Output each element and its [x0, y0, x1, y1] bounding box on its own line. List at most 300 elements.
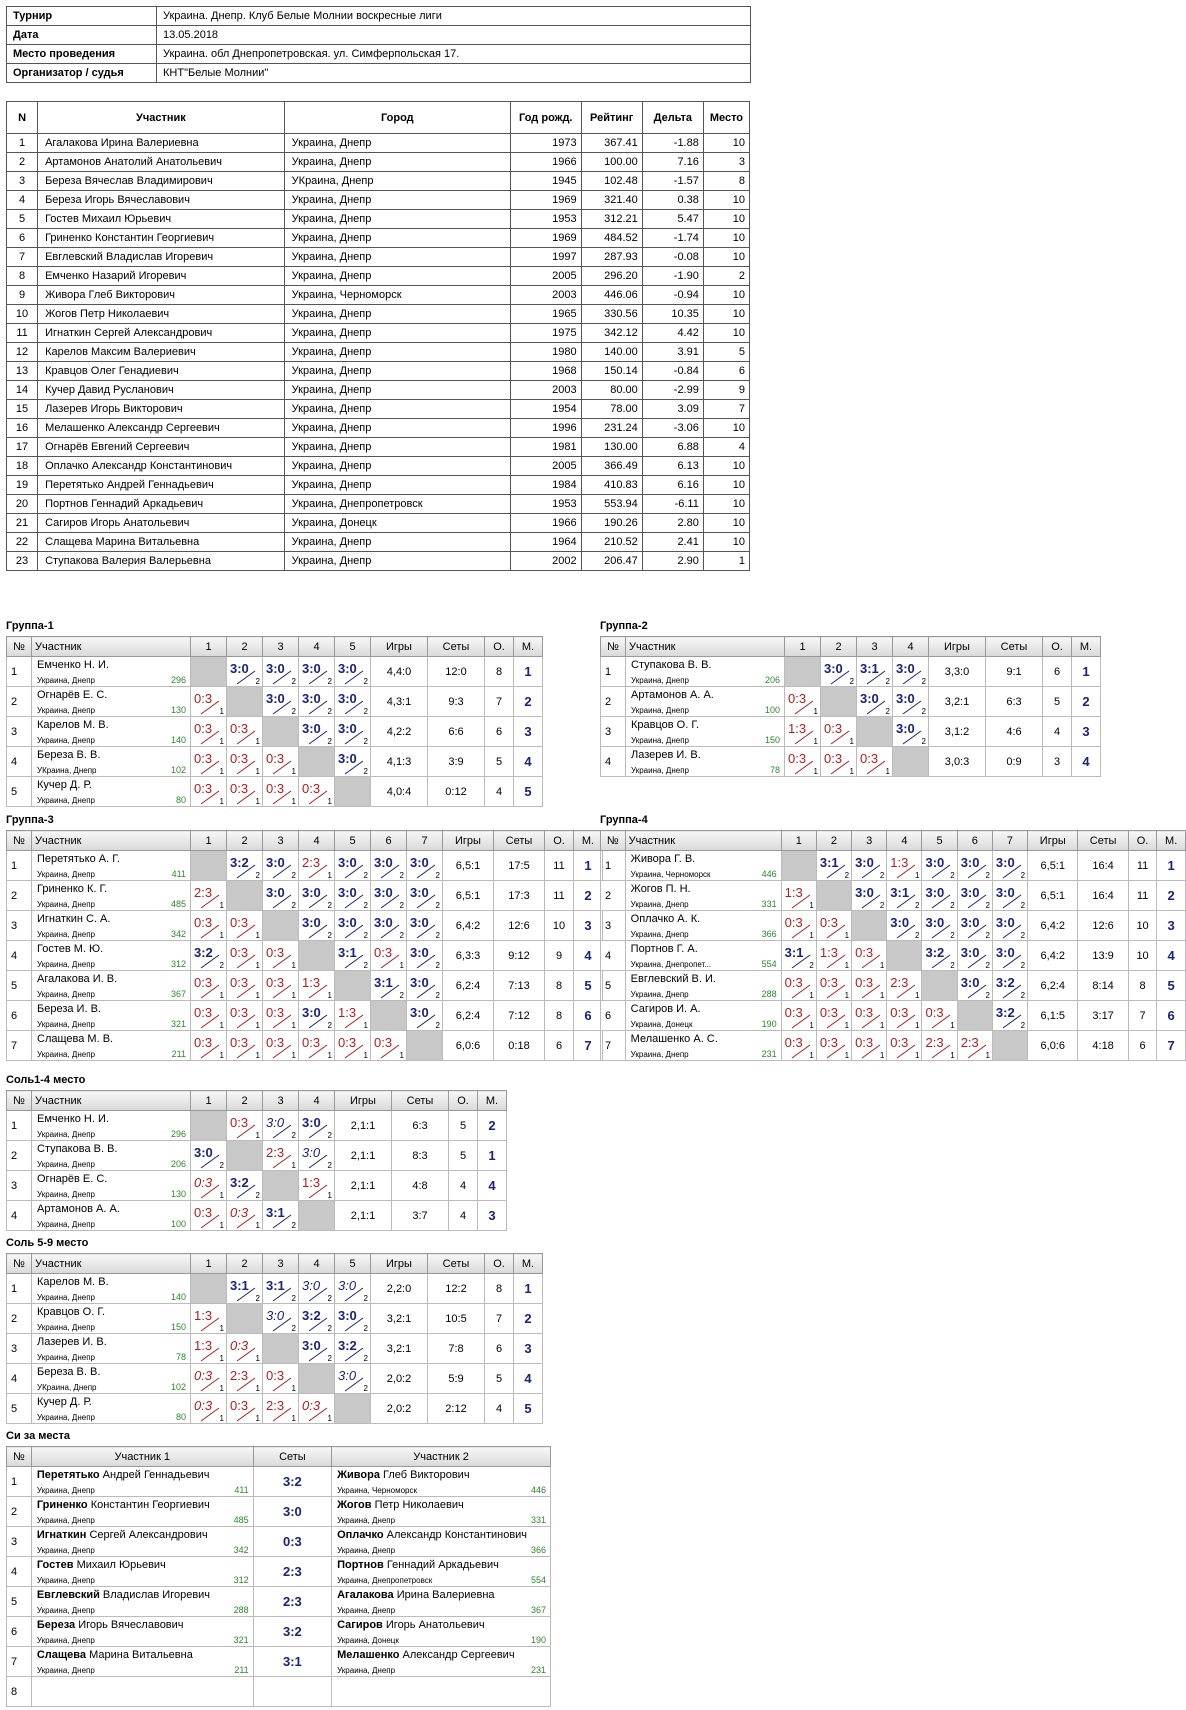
match-cell[interactable]	[191, 687, 227, 717]
match-cell[interactable]	[263, 1364, 299, 1394]
place-value: 1	[1082, 664, 1090, 679]
match-cell[interactable]	[785, 717, 821, 747]
match-cell[interactable]	[335, 881, 371, 911]
si-player2[interactable]	[332, 1497, 551, 1527]
match-cell[interactable]	[992, 911, 1027, 941]
match-cell[interactable]	[922, 881, 957, 911]
match-cell[interactable]	[371, 851, 407, 881]
match-cell[interactable]	[299, 717, 335, 747]
sets-cell: 6:3	[392, 1111, 449, 1141]
match-cell[interactable]	[299, 1111, 335, 1141]
player-cell[interactable]	[626, 717, 785, 747]
match-cell[interactable]	[227, 777, 263, 807]
participants-header: Рейтинг	[581, 102, 642, 134]
match-cell[interactable]	[781, 1001, 816, 1031]
si-player1[interactable]	[31, 1527, 253, 1557]
player-cell[interactable]	[32, 717, 191, 747]
match-cell[interactable]	[227, 971, 263, 1001]
match-cell[interactable]	[335, 1274, 371, 1304]
match-cell[interactable]	[263, 881, 299, 911]
match-cell[interactable]	[263, 687, 299, 717]
match-score: 0:3	[194, 691, 213, 706]
match-score: 3:0	[302, 1005, 321, 1020]
match-cell[interactable]	[263, 1111, 299, 1141]
match-cell[interactable]	[816, 1001, 851, 1031]
slash-icon	[966, 984, 988, 999]
match-cell[interactable]	[781, 911, 816, 941]
match-cell[interactable]	[335, 687, 371, 717]
player-cell[interactable]	[32, 1304, 191, 1334]
match-cell[interactable]	[335, 717, 371, 747]
place-cell	[514, 1334, 543, 1364]
player-cell[interactable]	[32, 687, 191, 717]
match-cell[interactable]	[227, 1201, 263, 1231]
match-score: 3:0	[960, 885, 980, 900]
match-cell[interactable]	[407, 911, 443, 941]
match-cell[interactable]	[191, 1031, 227, 1061]
match-score: 3:0	[855, 855, 874, 870]
match-cell[interactable]	[191, 1334, 227, 1364]
match-cell[interactable]	[821, 717, 857, 747]
player-name: Артамонов А. А.	[37, 1203, 120, 1215]
match-cell[interactable]	[922, 1001, 957, 1031]
match-cell[interactable]	[852, 851, 887, 881]
place-value: 7	[584, 1038, 592, 1053]
match-cell[interactable]	[371, 911, 407, 941]
match-points: 2	[291, 677, 296, 686]
si-sets: 3:0	[253, 1497, 331, 1527]
match-points: 2	[255, 677, 260, 686]
si-player1[interactable]	[31, 1587, 253, 1617]
participant-cell: 6.16	[642, 476, 703, 495]
slash-icon	[199, 730, 221, 745]
match-points: 2	[255, 1191, 260, 1200]
match-score: 3:1	[266, 1205, 285, 1220]
match-cell[interactable]	[335, 1334, 371, 1364]
match-cell[interactable]	[263, 1001, 299, 1031]
match-cell[interactable]	[227, 717, 263, 747]
match-score: 3:0	[266, 661, 285, 676]
participant-cell: 140.00	[581, 343, 642, 362]
match-cell[interactable]	[299, 1171, 335, 1201]
match-cell[interactable]	[263, 747, 299, 777]
info-row	[7, 45, 751, 64]
match-cell[interactable]	[857, 747, 893, 777]
match-cell[interactable]	[263, 1141, 299, 1171]
match-cell[interactable]	[371, 881, 407, 911]
match-cell[interactable]	[263, 941, 299, 971]
player-cell[interactable]	[625, 971, 781, 1001]
match-cell[interactable]	[407, 1001, 443, 1031]
match-cell[interactable]	[191, 717, 227, 747]
match-cell[interactable]	[191, 1141, 227, 1171]
match-cell[interactable]	[887, 851, 922, 881]
row-number: 1	[7, 851, 32, 881]
match-points: 2	[327, 707, 332, 716]
match-cell[interactable]	[299, 911, 335, 941]
match-cell[interactable]	[227, 1274, 263, 1304]
games-cell: 6,0:6	[443, 1031, 494, 1061]
match-cell[interactable]	[227, 1001, 263, 1031]
match-score: 3:0	[302, 691, 321, 706]
player-cell[interactable]	[32, 881, 191, 911]
match-cell[interactable]	[957, 851, 992, 881]
group-row	[7, 1001, 603, 1031]
match-cell[interactable]	[957, 881, 992, 911]
match-cell[interactable]	[335, 1364, 371, 1394]
match-cell[interactable]	[299, 881, 335, 911]
match-cell[interactable]	[227, 1394, 263, 1424]
match-cell[interactable]	[263, 1201, 299, 1231]
match-cell[interactable]	[852, 1001, 887, 1031]
match-cell[interactable]	[407, 881, 443, 911]
match-cell[interactable]	[335, 657, 371, 687]
match-cell[interactable]	[781, 881, 816, 911]
si-player2[interactable]	[332, 1587, 551, 1617]
match-cell[interactable]	[191, 881, 227, 911]
match-cell[interactable]	[816, 971, 851, 1001]
match-cell[interactable]	[227, 1111, 263, 1141]
si-player2-firstname: Александр Сергеевич	[402, 1649, 515, 1661]
match-points: 2	[327, 677, 332, 686]
sets-cell: 6:3	[986, 687, 1043, 717]
player-cell[interactable]	[32, 1274, 191, 1304]
si-player2[interactable]	[332, 1467, 551, 1497]
player-cell[interactable]	[625, 911, 781, 941]
si-player1-city: Украина, Днепр	[36, 1606, 95, 1615]
player-city: Украина, Днепр	[37, 796, 95, 805]
match-points: 1	[327, 1191, 332, 1200]
match-cell[interactable]	[893, 687, 929, 717]
match-cell[interactable]	[191, 777, 227, 807]
match-score: 3:0	[302, 1115, 321, 1130]
match-cell[interactable]	[191, 1171, 227, 1201]
match-cell[interactable]	[299, 1141, 335, 1171]
player-rating: 367	[170, 989, 186, 999]
match-cell[interactable]	[227, 747, 263, 777]
si-player1[interactable]	[31, 1677, 253, 1707]
si-player2[interactable]	[332, 1527, 551, 1557]
si-player2[interactable]	[332, 1677, 551, 1707]
player-cell[interactable]	[32, 941, 191, 971]
match-cell[interactable]	[922, 851, 957, 881]
player-cell[interactable]	[625, 851, 781, 881]
player-cell[interactable]	[32, 911, 191, 941]
match-cell[interactable]	[371, 971, 407, 1001]
match-cell[interactable]	[299, 1394, 335, 1424]
si-player1[interactable]	[31, 1647, 253, 1677]
player-cell[interactable]	[32, 1031, 191, 1061]
match-points: 1	[813, 707, 818, 716]
match-cell[interactable]	[299, 851, 335, 881]
match-cell[interactable]	[263, 851, 299, 881]
participant-cell: Игнаткин Сергей Александрович	[38, 324, 285, 343]
match-cell[interactable]	[191, 1001, 227, 1031]
match-cell[interactable]	[227, 911, 263, 941]
match-cell[interactable]	[227, 1171, 263, 1201]
match-cell[interactable]	[781, 941, 816, 971]
player-rating: 80	[175, 1412, 186, 1422]
match-cell[interactable]	[957, 971, 992, 1001]
si-number: 4	[7, 1557, 32, 1587]
si-player2[interactable]	[332, 1647, 551, 1677]
match-cell[interactable]	[299, 971, 335, 1001]
match-cell[interactable]	[407, 971, 443, 1001]
match-cell[interactable]	[922, 941, 957, 971]
match-cell[interactable]	[227, 1364, 263, 1394]
match-cell[interactable]	[227, 1334, 263, 1364]
match-cell[interactable]	[407, 941, 443, 971]
diag-cell	[299, 1364, 335, 1394]
match-cell[interactable]	[263, 1031, 299, 1061]
participant-cell: 1973	[510, 134, 581, 153]
player-city: Украина, Днепр	[37, 1190, 95, 1199]
match-cell[interactable]	[191, 1201, 227, 1231]
participant-row	[7, 267, 750, 286]
diag-cell	[893, 747, 929, 777]
player-name: Гостев М. Ю.	[37, 943, 104, 955]
match-cell[interactable]	[191, 941, 227, 971]
match-score: 3:0	[960, 855, 980, 870]
match-cell[interactable]	[227, 1031, 263, 1061]
player-cell[interactable]	[32, 1394, 191, 1424]
player-cell[interactable]	[32, 1171, 191, 1201]
match-cell[interactable]	[922, 1031, 957, 1061]
match-cell[interactable]	[299, 777, 335, 807]
match-cell[interactable]	[816, 941, 851, 971]
games-cell: 4,3:1	[371, 687, 428, 717]
match-cell[interactable]	[263, 657, 299, 687]
si-player2[interactable]	[332, 1617, 551, 1647]
match-cell[interactable]	[191, 971, 227, 1001]
row-number: 2	[601, 881, 626, 911]
sets-cell: 3:7	[392, 1201, 449, 1231]
participant-cell: 446.06	[581, 286, 642, 305]
player-cell[interactable]	[625, 941, 781, 971]
match-cell[interactable]	[781, 1031, 816, 1061]
match-points: 2	[399, 871, 404, 880]
player-rating: 190	[761, 1019, 777, 1029]
head-opponent: 7	[407, 831, 443, 851]
diag-cell	[407, 1031, 443, 1061]
match-cell[interactable]	[922, 911, 957, 941]
slash-icon	[895, 864, 920, 880]
player-cell[interactable]	[32, 971, 191, 1001]
player-rating: 102	[170, 1382, 186, 1392]
match-points: 2	[1020, 961, 1026, 970]
match-cell[interactable]	[957, 911, 992, 941]
match-cell[interactable]	[299, 657, 335, 687]
match-cell[interactable]	[992, 1001, 1027, 1031]
si-player1-rating: 342	[233, 1545, 249, 1555]
match-cell[interactable]	[335, 1304, 371, 1334]
match-cell[interactable]	[191, 1364, 227, 1394]
match-points: 2	[363, 931, 368, 940]
participant-cell: 6	[703, 362, 749, 381]
row-number: 1	[601, 657, 626, 687]
points-cell: 5	[485, 747, 514, 777]
si-player1[interactable]	[31, 1617, 253, 1647]
match-score: 0:3	[824, 751, 843, 766]
player-cell[interactable]	[32, 747, 191, 777]
si-player2-firstname: Ирина Валериевна	[396, 1589, 495, 1601]
match-cell[interactable]	[816, 1031, 851, 1061]
match-cell[interactable]	[992, 971, 1027, 1001]
slash-icon	[1001, 1014, 1026, 1030]
match-cell[interactable]	[299, 1334, 335, 1364]
player-cell[interactable]	[625, 881, 781, 911]
match-cell[interactable]	[299, 687, 335, 717]
si-player1[interactable]	[31, 1467, 253, 1497]
match-score: 3:0	[338, 721, 357, 736]
slash-icon	[235, 1184, 257, 1199]
player-cell[interactable]	[32, 1141, 191, 1171]
player-cell[interactable]	[626, 747, 785, 777]
si-player1[interactable]	[31, 1557, 253, 1587]
match-score: 3:0	[925, 855, 945, 870]
match-cell[interactable]	[852, 881, 887, 911]
match-cell[interactable]	[893, 717, 929, 747]
player-cell[interactable]	[626, 687, 785, 717]
match-cell[interactable]	[191, 911, 227, 941]
match-cell[interactable]	[821, 657, 857, 687]
match-cell[interactable]	[191, 747, 227, 777]
player-cell[interactable]	[32, 851, 191, 881]
participant-cell: 210.52	[581, 533, 642, 552]
group-table	[600, 636, 1101, 777]
slash-icon	[307, 730, 329, 745]
match-cell[interactable]	[335, 851, 371, 881]
points-cell: 7	[485, 687, 514, 717]
player-cell[interactable]	[32, 1111, 191, 1141]
match-cell[interactable]	[957, 941, 992, 971]
si-player2[interactable]	[332, 1557, 551, 1587]
si-row	[7, 1527, 551, 1557]
match-cell[interactable]	[992, 941, 1027, 971]
participant-cell: 2.90	[642, 552, 703, 571]
match-cell[interactable]	[263, 1274, 299, 1304]
match-cell[interactable]	[335, 747, 371, 777]
match-cell[interactable]	[335, 911, 371, 941]
match-cell[interactable]	[299, 1001, 335, 1031]
player-cell[interactable]	[32, 1201, 191, 1231]
head-points: О.	[485, 637, 514, 657]
match-cell[interactable]	[887, 911, 922, 941]
match-score: 3:1	[266, 1278, 285, 1293]
si-player2-rating: 366	[530, 1545, 546, 1555]
head-opponent: 1	[191, 831, 227, 851]
match-cell[interactable]	[299, 1304, 335, 1334]
match-cell[interactable]	[371, 1031, 407, 1061]
match-cell[interactable]	[263, 777, 299, 807]
place-cell	[478, 1171, 507, 1201]
player-cell[interactable]	[32, 1364, 191, 1394]
player-rating: 411	[171, 869, 186, 879]
participant-cell: Живора Глеб Викторович	[38, 286, 285, 305]
player-name: Ступакова В. В.	[631, 659, 712, 671]
match-cell[interactable]	[263, 971, 299, 1001]
match-cell[interactable]	[191, 1394, 227, 1424]
player-cell[interactable]	[32, 1334, 191, 1364]
match-cell[interactable]	[992, 851, 1027, 881]
participant-row	[7, 324, 750, 343]
match-cell[interactable]	[887, 1001, 922, 1031]
sets-cell: 13:9	[1078, 941, 1128, 971]
head-opponent: 3	[263, 1254, 299, 1274]
match-cell[interactable]	[857, 657, 893, 687]
slash-icon	[199, 790, 221, 805]
match-score: 0:3	[194, 1005, 213, 1020]
match-cell[interactable]	[335, 1001, 371, 1031]
row-number: 7	[601, 1031, 626, 1061]
player-cell[interactable]	[625, 1001, 781, 1031]
player-cell[interactable]	[626, 657, 785, 687]
match-cell[interactable]	[785, 687, 821, 717]
match-cell[interactable]	[335, 941, 371, 971]
match-cell[interactable]	[852, 1031, 887, 1061]
match-cell[interactable]	[852, 941, 887, 971]
player-cell[interactable]	[32, 1001, 191, 1031]
match-cell[interactable]	[263, 1394, 299, 1424]
match-cell[interactable]	[299, 1031, 335, 1061]
match-cell[interactable]	[781, 971, 816, 1001]
place-value: 4	[524, 1371, 532, 1386]
match-cell[interactable]	[893, 657, 929, 687]
match-cell[interactable]	[816, 911, 851, 941]
match-cell[interactable]	[407, 851, 443, 881]
match-cell[interactable]	[227, 941, 263, 971]
slash-icon	[235, 954, 257, 969]
match-points: 2	[363, 1324, 368, 1333]
head-opponent: 7	[992, 831, 1027, 851]
match-cell[interactable]	[887, 1031, 922, 1061]
match-cell[interactable]	[816, 851, 851, 881]
match-cell[interactable]	[263, 1304, 299, 1334]
match-points: 2	[915, 931, 920, 940]
match-cell[interactable]	[227, 851, 263, 881]
participant-cell: 10	[703, 457, 749, 476]
participant-cell: Украина, Днепр	[284, 210, 510, 229]
match-cell[interactable]	[371, 941, 407, 971]
match-cell[interactable]	[335, 1031, 371, 1061]
match-cell[interactable]	[227, 657, 263, 687]
head-opponent: 5	[335, 831, 371, 851]
player-city: УКраина, Днепр	[37, 766, 97, 775]
match-cell[interactable]	[957, 1031, 992, 1061]
match-cell[interactable]	[887, 881, 922, 911]
match-cell[interactable]	[992, 881, 1027, 911]
match-cell[interactable]	[785, 747, 821, 777]
row-number: 5	[601, 971, 626, 1001]
match-cell[interactable]	[857, 687, 893, 717]
match-cell[interactable]	[852, 971, 887, 1001]
group-row	[7, 1304, 543, 1334]
match-cell[interactable]	[299, 1274, 335, 1304]
match-cell[interactable]	[191, 1304, 227, 1334]
slash-icon	[199, 1154, 221, 1169]
player-cell[interactable]	[625, 1031, 781, 1061]
participant-cell: 10	[703, 533, 749, 552]
si-player1-city: Украина, Днепр	[36, 1636, 95, 1645]
si-player1[interactable]	[31, 1497, 253, 1527]
player-cell[interactable]	[32, 777, 191, 807]
place-value: 6	[584, 1008, 592, 1023]
slash-icon	[860, 894, 885, 910]
match-score: 3:0	[338, 691, 357, 706]
player-cell[interactable]	[32, 657, 191, 687]
match-cell[interactable]	[887, 971, 922, 1001]
match-cell[interactable]	[821, 747, 857, 777]
